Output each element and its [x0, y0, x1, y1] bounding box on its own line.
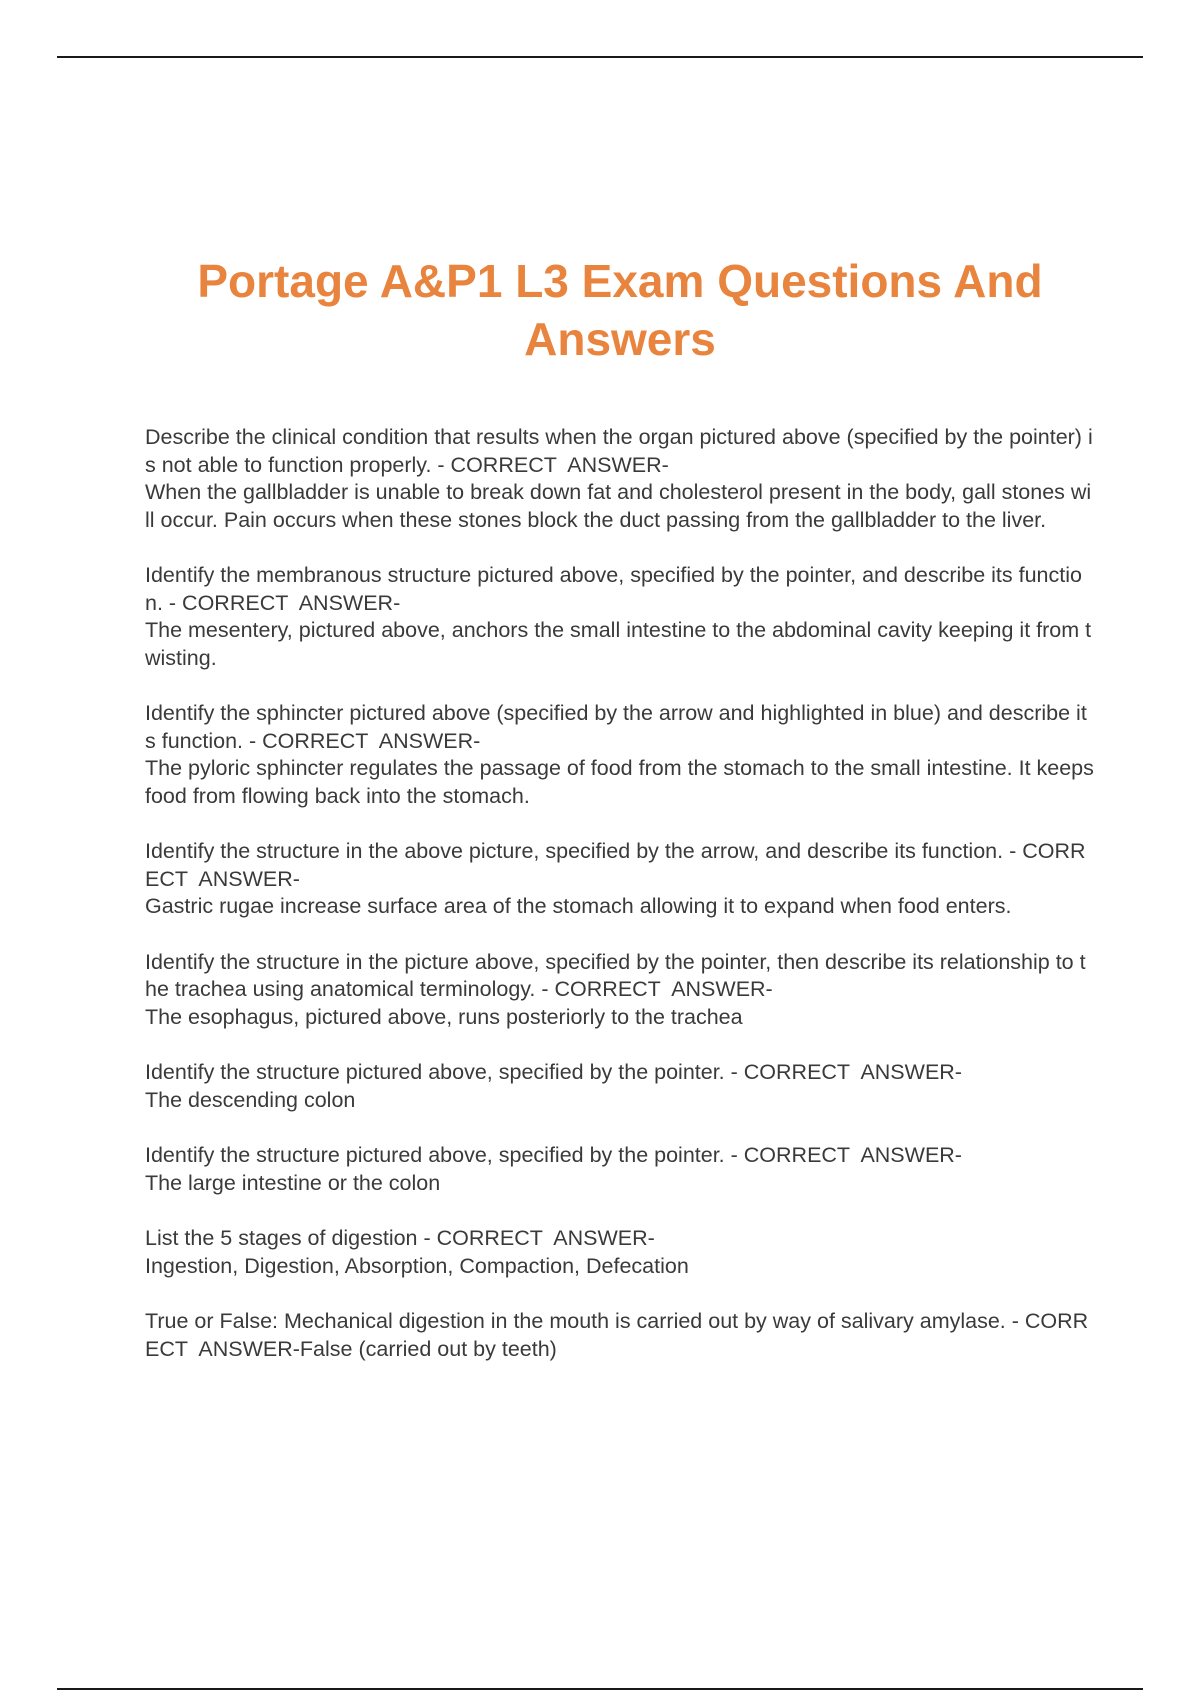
question-text: Identify the structure pictured above, specified by the pointer. - CORRECT ANSWER-	[145, 1060, 962, 1084]
qa-item	[145, 424, 1095, 534]
answer-text: Ingestion, Digestion, Absorption, Compaction, Defecation	[145, 1253, 689, 1278]
answer-text: When the gallbladder is unable to break down fat and cholesterol present in the body, gall stones will occur. Pain occurs when these stones block the duct passing from the gallbladder to the liver.	[145, 480, 1092, 532]
answer-text: The mesentery, pictured above, anchors the small intestine to the abdominal cavity keeping it from twisting.	[145, 618, 1092, 670]
question-text: Identify the structure pictured above, specified by the pointer. - CORRECT ANSWER-	[145, 1143, 962, 1167]
qa-item	[145, 838, 1095, 921]
question-text: Identify the sphincter pictured above (specified by the arrow and highlighted in blue) and describe its function. - CORRECT ANSWER-	[145, 701, 1087, 753]
answer-text: Gastric rugae increase surface area of the stomach allowing it to expand when food enters.	[145, 894, 1012, 918]
qa-item	[145, 1059, 1095, 1114]
question-text: True or False: Mechanical digestion in the mouth is carried out by way of salivary amylase. - CORRECT ANSWER-False (carried out by teeth)	[145, 1309, 1089, 1361]
qa-item	[145, 1308, 1095, 1363]
question-text: List the 5 stages of digestion - CORRECT ANSWER-	[145, 1226, 655, 1250]
qa-item	[145, 700, 1100, 810]
document-title: Portage A&P1 L3 Exam Questions And Answers	[197, 255, 1043, 365]
answer-text: The pyloric sphincter regulates the passage of food from the stomach to the small intestine. It keeps food from flowing back into the stomach.	[145, 756, 1100, 808]
qa-item	[145, 1142, 1095, 1197]
footer-rule	[57, 1688, 1143, 1690]
qa-item	[145, 1225, 1095, 1280]
question-text: Identify the structure in the picture above, specified by the pointer, then describe its relationship to the trachea using anatomical terminology. - CORRECT ANSWER-	[145, 949, 1086, 1001]
answer-text: The large intestine or the colon	[145, 1170, 441, 1195]
qa-list	[145, 424, 1100, 1391]
qa-item	[145, 949, 1095, 1032]
answer-text: The esophagus, pictured above, runs posteriorly to the trachea	[145, 1004, 743, 1029]
question-text: Describe the clinical condition that results when the organ pictured above (specified by the pointer) is not able to function properly. - CORRECT ANSWER-	[145, 425, 1093, 477]
answer-text: False (carried out by teeth)	[299, 1336, 557, 1361]
question-text: Identify the membranous structure pictured above, specified by the pointer, and describe its function. - CORRECT ANSWER-	[145, 563, 1082, 615]
answer-text: The descending colon	[145, 1087, 356, 1112]
header-rule	[57, 56, 1143, 58]
qa-item	[145, 562, 1095, 672]
question-text: Identify the structure in the above picture, specified by the arrow, and describe its function. - CORRECT ANSWER-	[145, 839, 1086, 891]
